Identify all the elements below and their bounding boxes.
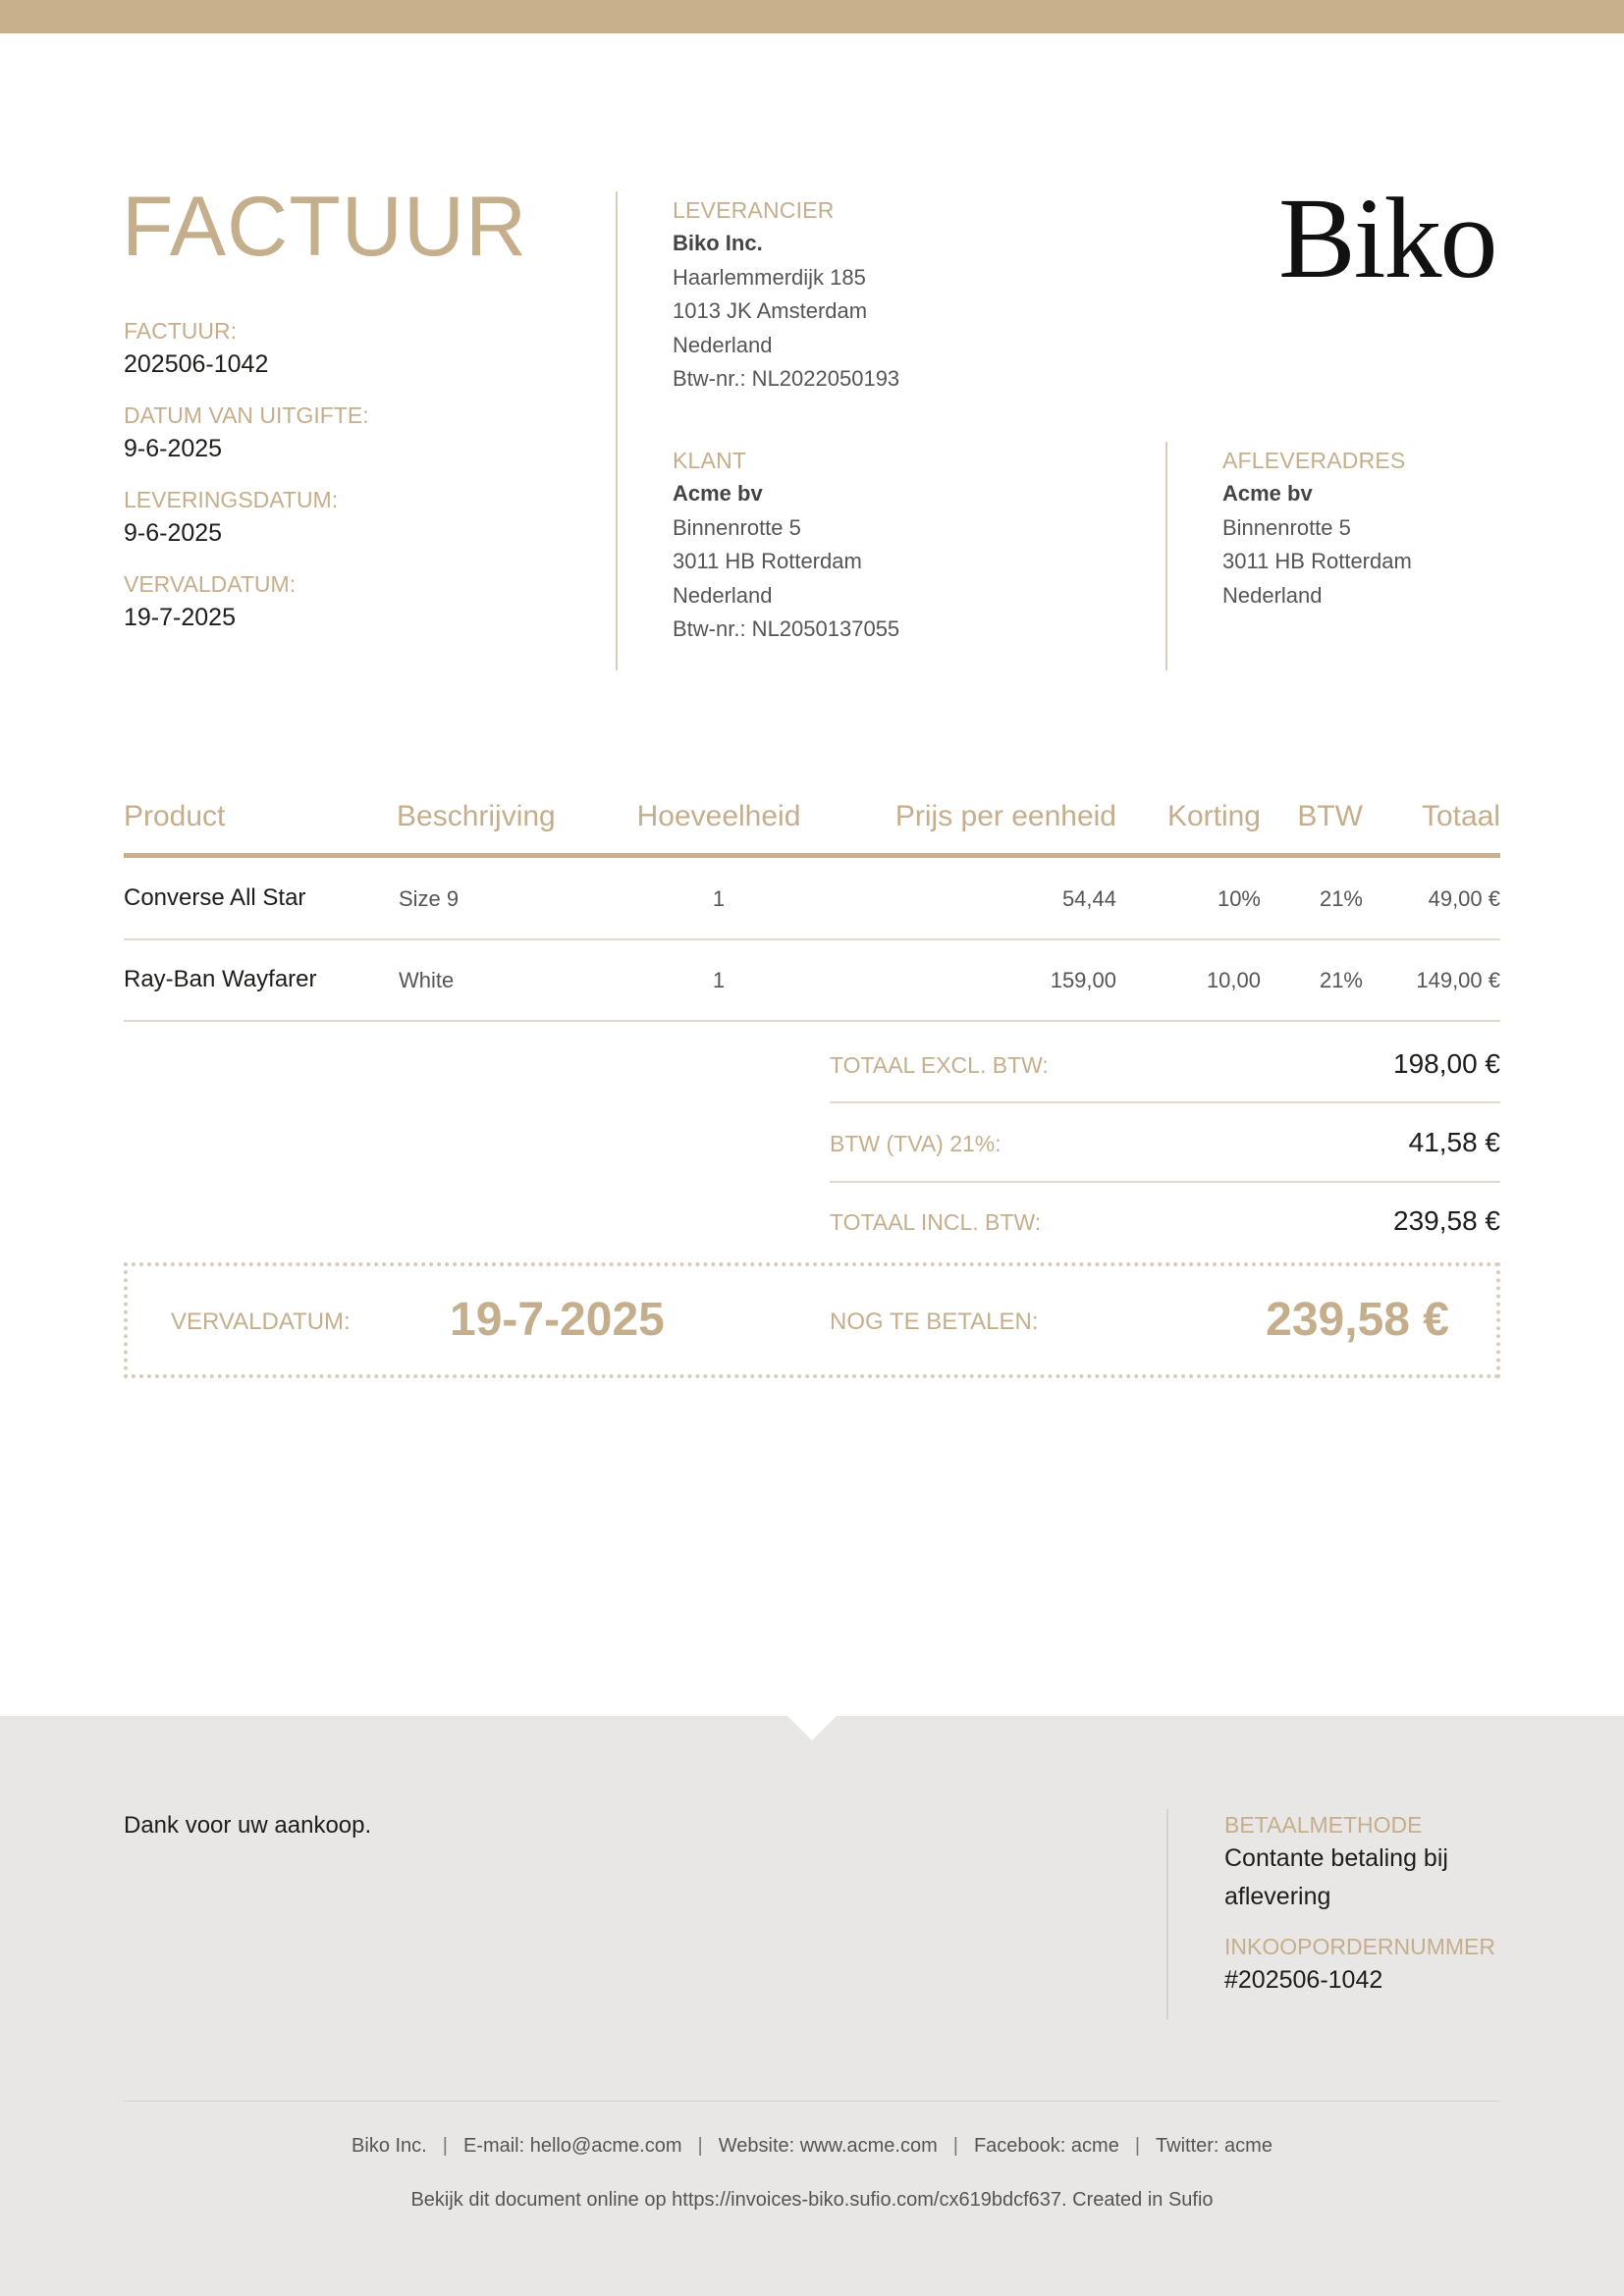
footer-notch xyxy=(785,1713,839,1740)
contact-facebook[interactable]: Facebook: acme xyxy=(973,2135,1119,2157)
client-address1: Binnenrotte 5 xyxy=(673,514,801,540)
biko-logo xyxy=(1278,175,1496,302)
row-vat: 21% xyxy=(1319,886,1363,911)
row-quantity: 1 xyxy=(712,886,726,911)
due-date: 19-7-2025 xyxy=(124,604,236,631)
invoice-number: 202506-1042 xyxy=(124,350,269,378)
row-unit-price: 159,00 xyxy=(1050,968,1116,992)
row-description: Size 9 xyxy=(399,886,460,911)
po-number-label: INKOOPORDERNUMMER xyxy=(1224,1934,1496,1959)
col-header-discount: Korting xyxy=(1166,800,1261,832)
row-total: 49,00 € xyxy=(1428,886,1500,911)
separator: | xyxy=(697,2135,703,2157)
payment-info xyxy=(1224,1810,1519,2000)
footer-rule xyxy=(124,2101,1500,2102)
thank-you-note: Dank voor uw aankoop. xyxy=(124,1812,372,1839)
col-header-vat: BTW xyxy=(1297,800,1363,832)
summary-divider xyxy=(830,1101,1500,1103)
amount-due-box xyxy=(124,1262,1500,1378)
separator: | xyxy=(442,2135,448,2157)
divider-vertical xyxy=(616,191,618,670)
subtotal-label: TOTAAL EXCL. BTW: xyxy=(830,1052,1049,1078)
logo-text: Biko xyxy=(1278,174,1496,302)
supplier-address2: 1013 JK Amsterdam xyxy=(673,298,868,323)
vat-label: BTW (TVA) 21%: xyxy=(830,1131,1001,1156)
contact-website[interactable]: Website: www.acme.com xyxy=(718,2135,938,2157)
total-value: 239,58 € xyxy=(1393,1205,1500,1236)
po-number: #202506-1042 xyxy=(1224,1966,1383,1994)
delivery-name: Acme bv xyxy=(1222,481,1313,506)
client-address2: 3011 HB Rotterdam xyxy=(673,549,862,573)
col-header-product: Product xyxy=(124,800,226,832)
col-header-unit-price: Prijs per eenheid xyxy=(894,800,1116,832)
delivery-label: AFLEVERADRES xyxy=(1222,448,1406,473)
row-total: 149,00 € xyxy=(1416,968,1500,992)
client-name: Acme bv xyxy=(673,481,763,506)
due-box-amount: 239,58 € xyxy=(1266,1294,1449,1346)
row-discount: 10,00 xyxy=(1206,968,1261,992)
contact-company: Biko Inc. xyxy=(352,2135,427,2157)
client-label: KLANT xyxy=(673,448,747,473)
contact-line xyxy=(0,2132,1624,2160)
delivery-address2: 3011 HB Rotterdam xyxy=(1222,549,1412,573)
delivery-date-label: LEVERINGSDATUM: xyxy=(124,487,339,512)
invoice-number-label: FACTUUR: xyxy=(124,318,237,344)
delivery-date: 9-6-2025 xyxy=(124,519,223,547)
page-title: FACTUUR xyxy=(122,180,528,274)
supplier-block xyxy=(673,193,899,397)
client-vat: Btw-nr.: NL2050137055 xyxy=(673,616,900,641)
due-box-date-label: VERVALDATUM: xyxy=(171,1308,351,1335)
summary-divider xyxy=(830,1181,1500,1183)
top-accent-bar xyxy=(0,0,1624,33)
delivery-address1: Binnenrotte 5 xyxy=(1222,514,1351,540)
row-product: Ray-Ban Wayfarer xyxy=(124,966,317,992)
row-discount: 10% xyxy=(1217,886,1261,911)
vat-value: 41,58 € xyxy=(1408,1127,1500,1157)
col-header-quantity: Hoeveelheid xyxy=(636,800,801,832)
due-box-date: 19-7-2025 xyxy=(450,1294,665,1346)
delivery-block xyxy=(1222,444,1412,613)
col-header-total: Totaal xyxy=(1421,800,1500,832)
supplier-name: Biko Inc. xyxy=(673,231,763,255)
supplier-address1: Haarlemmerdijk 185 xyxy=(673,264,866,290)
due-box-amount-label: NOG TE BETALEN: xyxy=(830,1308,1039,1335)
supplier-country: Nederland xyxy=(673,332,773,357)
total-label: TOTAAL INCL. BTW: xyxy=(830,1209,1042,1235)
client-block xyxy=(673,444,899,647)
col-header-description: Beschrijving xyxy=(397,800,556,832)
supplier-label: LEVERANCIER xyxy=(673,197,835,223)
invoice-meta xyxy=(124,316,615,654)
supplier-vat: Btw-nr.: NL2022050193 xyxy=(673,366,900,391)
delivery-country: Nederland xyxy=(1222,582,1323,608)
divider-vertical-delivery xyxy=(1165,442,1167,670)
row-quantity: 1 xyxy=(712,968,726,992)
payment-method-line2: aflevering xyxy=(1224,1883,1331,1910)
separator: | xyxy=(952,2135,958,2157)
client-country: Nederland xyxy=(673,582,773,608)
payment-method-line1: Contante betaling bij xyxy=(1224,1844,1448,1872)
row-vat: 21% xyxy=(1319,968,1363,992)
payment-method-label: BETAALMETHODE xyxy=(1224,1812,1423,1838)
footer-divider-vertical xyxy=(1166,1809,1168,2019)
row-unit-price: 54,44 xyxy=(1061,886,1116,911)
issue-date-label: DATUM VAN UITGIFTE: xyxy=(124,402,369,428)
online-document-link[interactable]: Bekijk dit document online op https://invoices-biko.sufio.com/cx619bdcf637. Created in Sufio xyxy=(410,2189,1214,2211)
row-divider xyxy=(124,1020,1500,1022)
due-date-label: VERVALDATUM: xyxy=(124,571,297,597)
table-header-rule xyxy=(124,853,1500,858)
subtotal-value: 198,00 € xyxy=(1393,1048,1500,1079)
contact-twitter[interactable]: Twitter: acme xyxy=(1156,2135,1272,2157)
row-product: Converse All Star xyxy=(124,884,306,911)
row-divider xyxy=(124,938,1500,940)
row-description: White xyxy=(399,968,455,992)
contact-email[interactable]: E-mail: hello@acme.com xyxy=(462,2135,682,2157)
separator: | xyxy=(1134,2135,1141,2157)
issue-date: 9-6-2025 xyxy=(124,435,223,462)
